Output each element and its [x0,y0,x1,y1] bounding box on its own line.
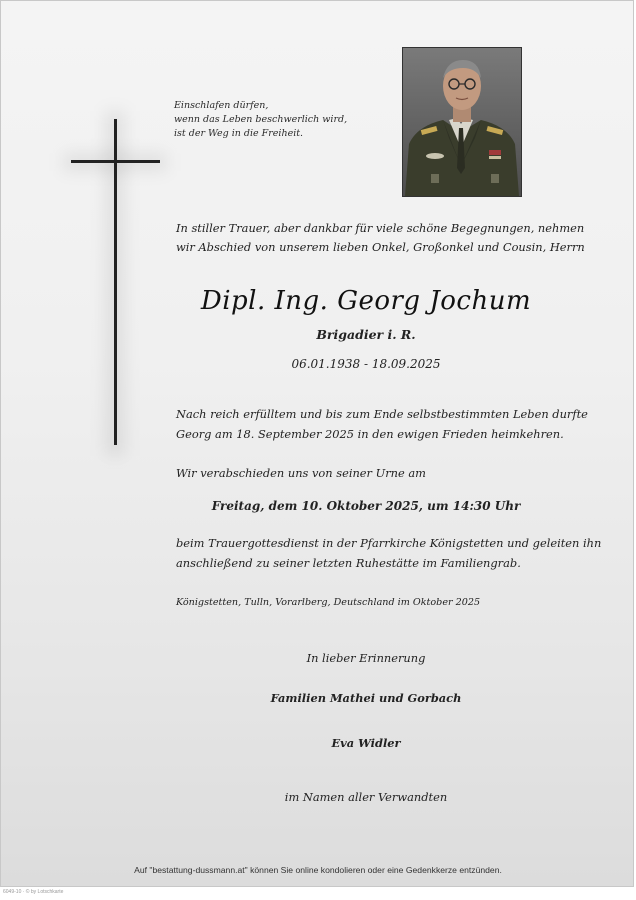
announcement-line: Georg am 18. September 2025 in den ewigen Frieden heimkehren. [176,427,564,441]
intro-text [176,219,585,257]
on-behalf-line: im Namen aller Verwandten [284,790,448,804]
cross-icon [114,119,117,445]
portrait-illustration [403,48,521,196]
copyright-note: 6049-10 · © by Lotschkarte [3,889,64,895]
place-date: Königstetten, Tulln, Vorarlberg, Deutschland im Oktober 2025 [176,597,481,608]
farewell-intro-line: Wir verabschieden uns von seiner Urne am [176,466,426,480]
families-line: Familien Mathei und Gorbach [270,691,462,705]
farewell-intro [176,463,556,483]
life-dates: 06.01.1938 - 18.09.2025 [291,357,441,371]
announcement-text [176,404,588,444]
ceremony-line: anschließend zu seiner letzten Ruhestätte im Familiengrab. [176,556,521,570]
deceased-rank: Brigadier i. R. [316,327,416,342]
condolence-footer: Auf "bestattung-dussmann.at" können Sie online kondolieren oder eine Gedenkkerze entzünden. [134,865,502,875]
quote: Einschlafen dürfen, wenn das Leben beschwerlich wird, ist der Weg in die Freiheit. [174,100,348,139]
deceased-name: Dipl. Ing. Georg Jochum [200,286,532,316]
intro-line: wir Abschied von unserem lieben Onkel, Großonkel und Cousin, Herrn [176,240,585,254]
ceremony-details [176,533,602,573]
ceremony-date: Freitag, dem 10. Oktober 2025, um 14:30 Uhr [211,499,521,513]
cross-icon-beam [71,160,160,163]
memory-line: In lieber Erinnerung [306,651,426,665]
intro-line: In stiller Trauer, aber dankbar für viele schöne Begegnungen, nehmen [176,221,585,235]
portrait-photo [402,47,522,197]
person-line: Eva Widler [331,736,401,750]
ceremony-line: beim Trauergottesdienst in der Pfarrkirche Königstetten und geleiten ihn [176,536,602,550]
announcement-line: Nach reich erfülltem und bis zum Ende selbstbestimmten Leben durfte [176,407,588,421]
